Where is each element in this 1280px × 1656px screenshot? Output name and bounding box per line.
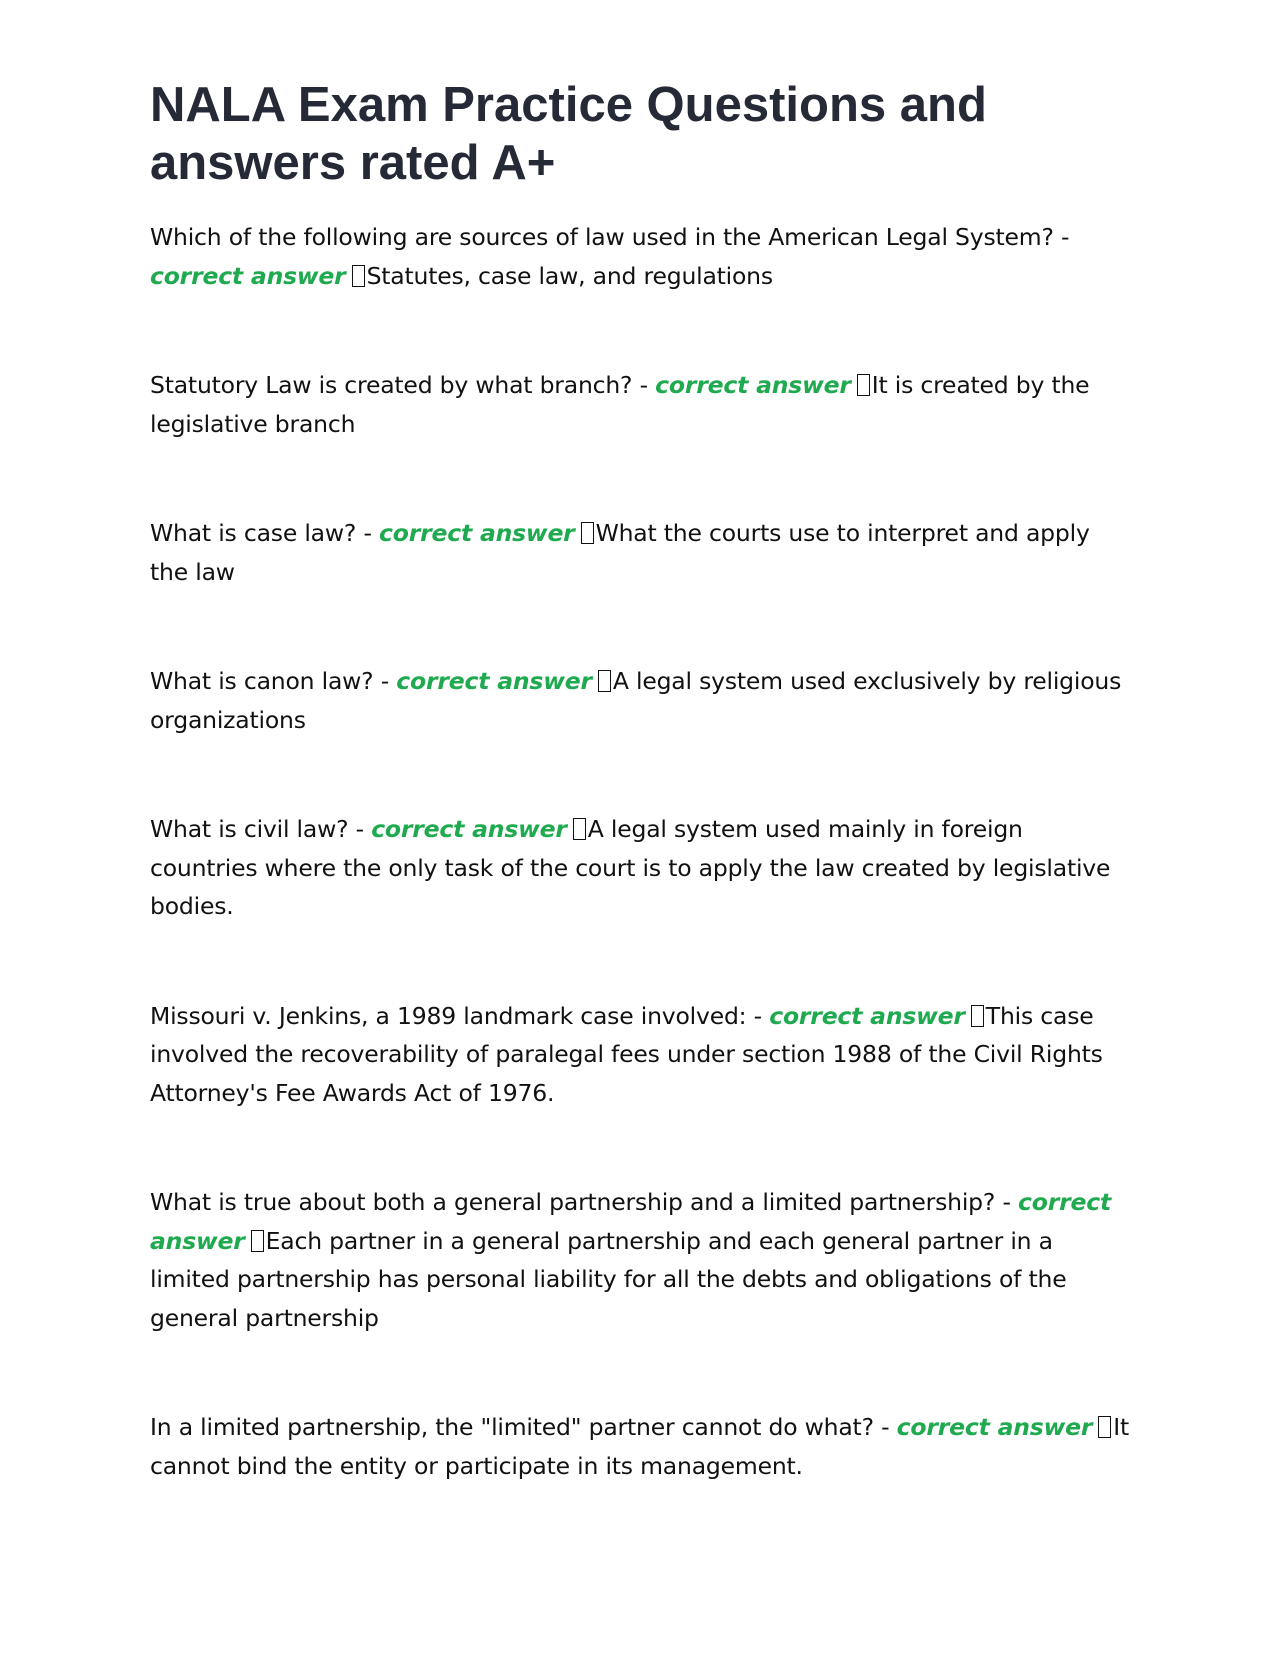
question-text: What is true about both a general partnership and a limited partnership? - xyxy=(150,1188,1011,1216)
answer-text: Each partner in a general partnership and each general partner in a limited partnership has personal liability for all the debts and obligations of the general partnership xyxy=(150,1226,1067,1332)
answer-marker-icon xyxy=(598,670,611,692)
qa-item xyxy=(150,1183,1130,1337)
qa-item xyxy=(150,1408,1130,1485)
document-page xyxy=(150,76,1130,1556)
question-text: Which of the following are sources of law used in the American Legal System? - xyxy=(150,223,1070,251)
answer-marker-icon xyxy=(251,1230,264,1252)
answer-marker-icon xyxy=(1098,1416,1111,1438)
answer-text: A legal system used mainly in foreign countries where the only task of the court is to apply the law created by legislative bodies. xyxy=(150,815,1111,920)
correct-answer-label: correct answer xyxy=(150,1188,1111,1255)
answer-text: What the courts use to interpret and apply the law xyxy=(150,519,1090,586)
question-text: What is case law? - xyxy=(150,519,372,547)
qa-item xyxy=(150,366,1130,443)
question-text: Missouri v. Jenkins, a 1989 landmark case involved: - xyxy=(150,1001,762,1030)
answer-text: This case involved the recoverability of paralegal fees under section 1988 of the Civil Rights Attorney's Fee Awards Act of 1976. xyxy=(150,1001,1103,1107)
correct-answer-label: correct answer xyxy=(371,815,567,843)
correct-answer-label: correct answer xyxy=(379,519,575,547)
question-text: What is canon law? - xyxy=(150,667,389,695)
answer-marker-icon xyxy=(971,1005,984,1027)
document-title: NALA Exam Practice Questions and answers rated A+ xyxy=(150,78,987,190)
qa-item xyxy=(150,218,1130,295)
question-text: In a limited partnership, the "limited" partner cannot do what? - xyxy=(150,1413,890,1441)
correct-answer-label: correct answer xyxy=(655,371,851,399)
answer-marker-icon xyxy=(573,818,586,840)
correct-answer-label: correct answer xyxy=(896,1413,1093,1441)
answer-text: Statutes, case law, and regulations xyxy=(366,261,773,290)
answer-marker-icon xyxy=(352,265,365,287)
qa-item xyxy=(150,662,1130,739)
answer-text: A legal system used exclusively by religious organizations xyxy=(150,667,1122,734)
qa-item xyxy=(150,810,1130,926)
correct-answer-label: correct answer xyxy=(769,1001,965,1030)
qa-item xyxy=(150,514,1130,591)
answer-text: It is created by the legislative branch xyxy=(150,371,1090,438)
qa-item xyxy=(150,997,1130,1113)
question-text: What is civil law? - xyxy=(150,815,364,843)
correct-answer-label: correct answer xyxy=(150,261,346,290)
correct-answer-label: correct answer xyxy=(396,667,592,695)
answer-marker-icon xyxy=(581,522,594,544)
answer-marker-icon xyxy=(857,374,870,396)
answer-text: It cannot bind the entity or participate in its management. xyxy=(150,1413,1129,1480)
question-text: Statutory Law is created by what branch? - xyxy=(150,371,648,399)
